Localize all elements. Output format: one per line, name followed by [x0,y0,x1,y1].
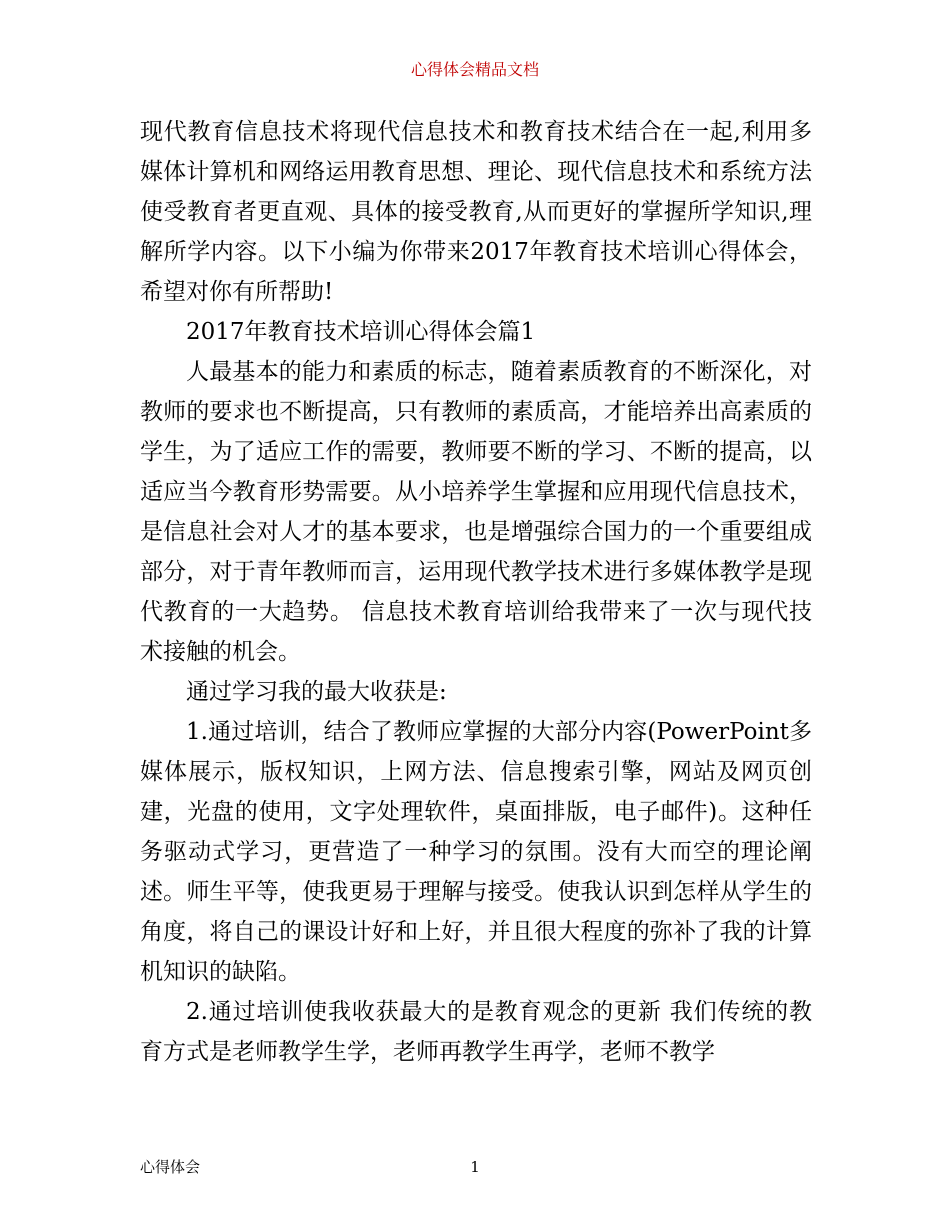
section-heading: 2017年教育技术培训心得体会篇1 [186,319,536,345]
body-paragraph: 人最基本的能力和素质的标志，随着素质教育的不断深化，对教师的要求也不断提高，只有教师的素质高，才能培养出高素质的学生，为了适应工作的需要，教师要不断的学习、不断的提高，以适应当今教育形势需要。从小培养学生掌握和应用现代信息技术，是信息社会对人才的基本要求，也是增强综合国力的一个重要组成部分，对于青年教师而言，运用现代教学技术进行多媒体教学是现代教育的一大趋势。 信息技术教育培训给我带来了一次与现代技术接触的机会。 [140,359,812,665]
page-number: 1 [470,1158,480,1176]
intro-paragraph: 现代教育信息技术将现代信息技术和教育技术结合在一起,利用多媒体计算机和网络运用教育思想、理论、现代信息技术和系统方法使受教育者更直观、具体的接受教育,从而更好的掌握所学知识,理解所学内容。以下小编为你带来2017年教育技术培训心得体会，希望对你有所帮助! [140,119,812,305]
footer-label: 心得体会 [140,1158,201,1176]
page-header: 心得体会精品文档 [410,60,539,79]
list-item-2: 2.通过培训使我收获最大的是教育观念的更新 我们传统的教育方式是老师教学生学，老师再教学生再学，老师不教学 [140,999,812,1065]
list-item-1: 1.通过培训，结合了教师应掌握的大部分内容(PowerPoint多媒体展示，版权知识，上网方法、信息搜索引擎，网站及网页创建，光盘的使用，文字处理软件，桌面排版，电子邮件)。这种任务驱动式学习，更营造了一种学习的氛围。没有大而空的理论阐述。师生平等，使我更易于理解与接受。使我认识到怎样从学生的角度，将自己的课设计好和上好，并且很大程度的弥补了我的计算机知识的缺陷。 [140,719,812,985]
body-paragraph: 通过学习我的最大收获是: [186,679,447,705]
document-body [140,112,812,1072]
